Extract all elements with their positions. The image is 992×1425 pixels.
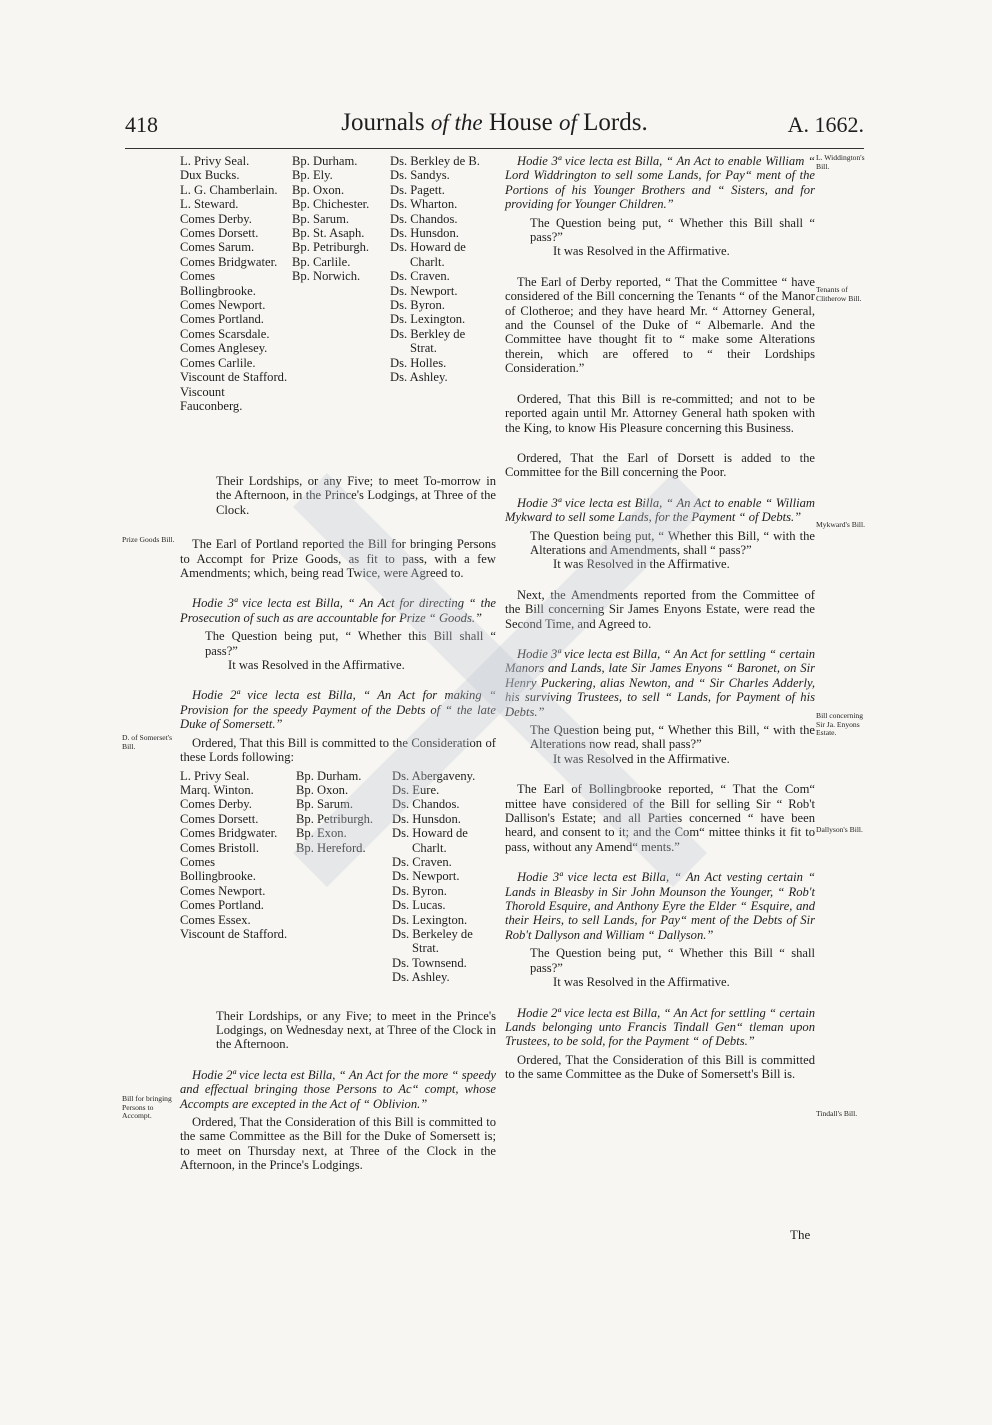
meeting-note: Their Lordships, or any Five; to meet in the Prince's Lodgings, on Wednesday next, at Three of the Clock in the Afternoon. [216,1008,496,1052]
margin-note: Bill concerning Sir Ja. Enyons Estate. [816,711,864,738]
widdrington-bill-reading: Hodie 3ª vice lecta est Billa, “ An Act to enable William “ Lord Widdrington to sell some Lands, for Pay“ ment of the Portions of his Younger Brothers and “ Sisters, and for providing for Younger Children.” [505,154,815,212]
lord-name: Ds. Berkley de [390,326,466,341]
lord-name: Comes Scarsdale. [180,326,270,341]
lord-name: Ds. Craven. [392,854,452,869]
lord-name: Charlt. [412,840,447,855]
bollingbrooke-report: The Earl of Bollingbrooke reported, “ That the Com“ mittee have considered of the Bill for selling Sir “ Rob't Dallison's Estate; and all Parties concerned “ have been heard, and consent to it; and the Com“ mittee thinks it fit to pass, without any Amend“ ments.” [505,782,815,854]
lord-name: Comes Bridgwater. [180,826,278,841]
portland-report: The Earl of Portland reported the Bill for bringing Persons to Accompt for Prize Goods, as fit to pass, with a few Amendments; which, being read Twice, were Agreed to. [180,537,496,581]
margin-note: Dallyson's Bill. [816,825,863,834]
lord-name: Comes Essex. [180,912,251,927]
lord-name: Viscount de Stafford. [180,370,288,385]
meeting-note: Their Lordships, or any Five; to meet To-morrow in the Afternoon, in the Prince's Lodgings, at Three of the Clock. [216,474,496,517]
lord-name: Bp. St. Asaph. [292,226,365,241]
lord-name: Ds. Hunsdon. [390,226,459,241]
catchword: The [790,1227,811,1242]
enyons-resolution: It was Resolved in the Affirmative. [553,751,730,766]
lord-name: Ds. Hunsdon. [392,811,461,826]
prize-bill-question: The Question being put, “ Whether this Bill shall “ pass?” [205,629,496,658]
lord-name: Ds. Newport. [392,869,460,884]
lord-name: Bp. Norwich. [292,269,361,284]
lord-name: Bp. Petriburgh. [292,240,370,255]
committee-list-1 [180,154,496,466]
margin-note: Bill for bringing Persons to Accompt. [122,1094,172,1121]
lord-name: Strat. [412,941,439,956]
lord-name: L. G. Chamberlain. [180,182,278,197]
lord-name: Bp. Petriburgh. [296,811,374,826]
lord-name: Bp. Chichester. [292,197,370,212]
lord-name: Bp. Carlile. [292,254,351,269]
page-number: 418 [125,112,158,137]
lord-name: Ds. Ashley. [392,970,450,985]
committee-barons [392,769,496,985]
lord-name: Ds. Howard de [390,240,466,255]
left-column [180,154,496,1189]
lord-name: Marq. Winton. [180,782,254,797]
lord-name: Ds. Holles. [390,355,447,370]
lord-name: Ds. Ashley. [390,370,448,385]
enyons-amendments: Next, the Amendments reported from the Committee of the Bill concerning Sir James Enyons Estate, were read the Second Time, and Agreed to. [505,587,815,631]
running-title: Journals of the House of Lords. [341,109,648,136]
lord-name: Strat. [410,341,437,356]
lord-name: Ds. Lucas. [392,898,446,913]
margin-note: Tindall's Bill. [816,1109,858,1118]
tindall-bill-reading: Hodie 2ª vice lecta est Billa, “ An Act for settling “ certain Lands belonging unto Francis Tindall Gen“ tleman upon Trustees, to be sold, for the Payment “ of Debts.” [505,1005,815,1049]
mykward-bill-reading: Hodie 3ª vice lecta est Billa, “ An Act to enable “ William Mykward to sell some Lands, for the Payment “ of Debts.” [505,495,815,525]
margin-note: Prize Goods Bill. [122,535,175,544]
lord-name: Ds. Abergaveny. [392,768,476,783]
prize-bill-reading: Hodie 3ª vice lecta est Billa, “ An Act for directing “ the Prosecution of such as are accountable for Prize “ Goods.” [180,596,496,625]
year: A. 1662. [787,112,864,137]
lord-name: Bp. Oxon. [296,782,349,797]
lord-name: Ds. Townsend. [392,955,467,970]
lord-name: Bp. Durham. [296,768,362,783]
committee-earls [180,769,292,942]
dallyson-question: The Question being put, “ Whether this Bill “ shall pass?” [530,946,815,975]
lord-name: Ds. Sandys. [390,168,450,183]
lord-name: Ds. Howard de [392,826,468,841]
lord-name: Bp. Ely. [292,168,333,183]
prize-bill-resolution: It was Resolved in the Affirmative. [228,658,405,673]
page-header [125,109,864,149]
accompt-bill-reading: Hodie 2ª vice lecta est Billa, “ An Act for the more “ speedy and effectual bringing those Persons to Ac“ compt, whose Accompts are excepted in the Act of “ Oblivion.” [180,1067,496,1111]
lord-name: Ds. Byron. [390,298,445,313]
committee-barons [390,154,500,385]
somerset-ordered: Ordered, That this Bill is committed to the Consideration of these Lords following: [180,735,496,765]
lord-name: Ds. Berkeley de [392,926,473,941]
margin-note: Mykward's Bill. [816,520,866,529]
enyons-question: The Question being put, “ Whether this Bill, “ with the Alterations now read, shall pass?” [530,723,815,752]
lord-name: Viscount Fauconberg. [180,384,243,413]
lord-name: Bp. Durham. [292,154,358,168]
lord-name: Bp. Hereford. [296,840,366,855]
lord-name: Comes Derby. [180,211,252,226]
lord-name: Comes Carlile. [180,355,256,370]
lord-name: Bp. Oxon. [292,182,345,197]
lord-name: Ds. Pagett. [390,182,445,197]
lord-name: Comes Portland. [180,898,264,913]
lord-name: Comes Bollingbrooke. [180,269,256,298]
committee-earls [180,154,290,413]
dallyson-resolution: It was Resolved in the Affirmative. [553,975,730,990]
lord-name: Ds. Craven. [390,269,450,284]
lord-name: Comes Bristoll. [180,840,260,855]
lord-name: Ds. Byron. [392,883,447,898]
lord-name: Bp. Exon. [296,826,347,841]
right-column [505,154,815,1098]
somerset-bill-reading: Hodie 2ª vice lecta est Billa, “ An Act for making “ Provision for the speedy Payment of the Debts of “ the late Duke of Somersett.” [180,688,496,732]
enyons-bill-reading: Hodie 3ª vice lecta est Billa, “ An Act for settling “ certain Manors and Lands, late Sir James Enyons “ Baronet, on Sir Henry Puckering, alias Newton, and “ Sir Charles Adderly, his surviving Trustees, to sell “ Lands, for Payment of his Debts.” [505,646,815,719]
lord-name: Comes Anglesey. [180,341,268,356]
lord-name: Bp. Sarum. [292,211,350,226]
lord-name: Comes Newport. [180,298,266,313]
margin-note: D. of Somerset's Bill. [122,733,173,751]
lord-name: Comes Dorsett. [180,226,259,241]
lord-name: Comes Dorsett. [180,811,259,826]
committee-list-2 [180,769,496,1001]
accompt-ordered: Ordered, That the Consideration of this Bill is committed to the same Committee as the Bill for the Duke of Somersett is; to meet on Thursday next, at Three of the Clock in the Afternoon, in the Prince's Lodgings. [180,1114,496,1173]
lord-name: Ds. Lexington. [392,912,468,927]
lord-name: Ds. Newport. [390,283,458,298]
lord-name: Ds. Eure. [392,782,440,797]
lord-name: Comes Bridgwater. [180,254,278,269]
recommitted-order: Ordered, That this Bill is re-committed; and not to be reported again until Mr. Attorney General hath spoken with the King, to know His Pleasure concerning this Business. [505,391,815,435]
lord-name: Comes Sarum. [180,240,255,255]
lord-name: Comes Bollingbrooke. [180,854,256,884]
tindall-ordered: Ordered, That the Consideration of this Bill is committed to the same Committee as the Duke of Somersett's Bill is. [505,1052,815,1082]
mykward-resolution: It was Resolved in the Affirmative. [553,557,730,572]
lord-name: Dux Bucks. [180,168,240,183]
lord-name: Comes Portland. [180,312,264,327]
lord-name: L. Privy Seal. [180,768,250,783]
lord-name: L. Steward. [180,197,239,212]
widdrington-resolution: It was Resolved in the Affirmative. [553,244,730,259]
committee-bishops [292,154,388,284]
dorsett-order: Ordered, That the Earl of Dorsett is added to the Committee for the Bill concerning the Poor. [505,450,815,480]
lord-name: Charlt. [410,254,445,269]
mykward-question: The Question being put, “ Whether this Bill, “ with the Alterations and Amendments, shall “ pass?” [530,528,815,557]
lord-name: Ds. Chandos. [390,211,458,226]
lord-name: Ds. Berkley de B. [390,154,480,168]
lord-name: Ds. Lexington. [390,312,466,327]
committee-bishops [296,769,392,855]
widdrington-question: The Question being put, “ Whether this Bill shall “ pass?” [530,215,815,245]
lord-name: Bp. Sarum. [296,797,354,812]
lord-name: Viscount de Stafford. [180,926,288,941]
derby-report: The Earl of Derby reported, “ That the Committee “ have considered of the Bill concerning the Tenants “ of the Manor of Clotheroe; and they have heard Mr. “ Attorney General, and the Counsel of the Duke of “ Albemarle. And the Committee have thought fit to “ make some Alterations therein, which are offered to “ their Lordships Consideration.” [505,274,815,376]
lord-name: Comes Derby. [180,797,252,812]
margin-note: Tenants of Clitherow Bill. [816,285,862,303]
lord-name: Ds. Chandos. [392,797,460,812]
lord-name: Comes Newport. [180,883,266,898]
margin-note: L. Widdington's Bill. [816,153,865,171]
lord-name: L. Privy Seal. [180,154,250,168]
dallyson-bill-reading: Hodie 3ª vice lecta est Billa, “ An Act vesting certain “ Lands in Bleasby in Sir John Mounson the Younger, “ Rob't Thorold Esquire, and Anthony Eyre the Elder “ Esquire, and their Heirs, to sell Lands, for Pay“ ment of the Debts of Sir Rob't Dallyson and William “ Dallyson.” [505,870,815,942]
lord-name: Ds. Wharton. [390,197,458,212]
